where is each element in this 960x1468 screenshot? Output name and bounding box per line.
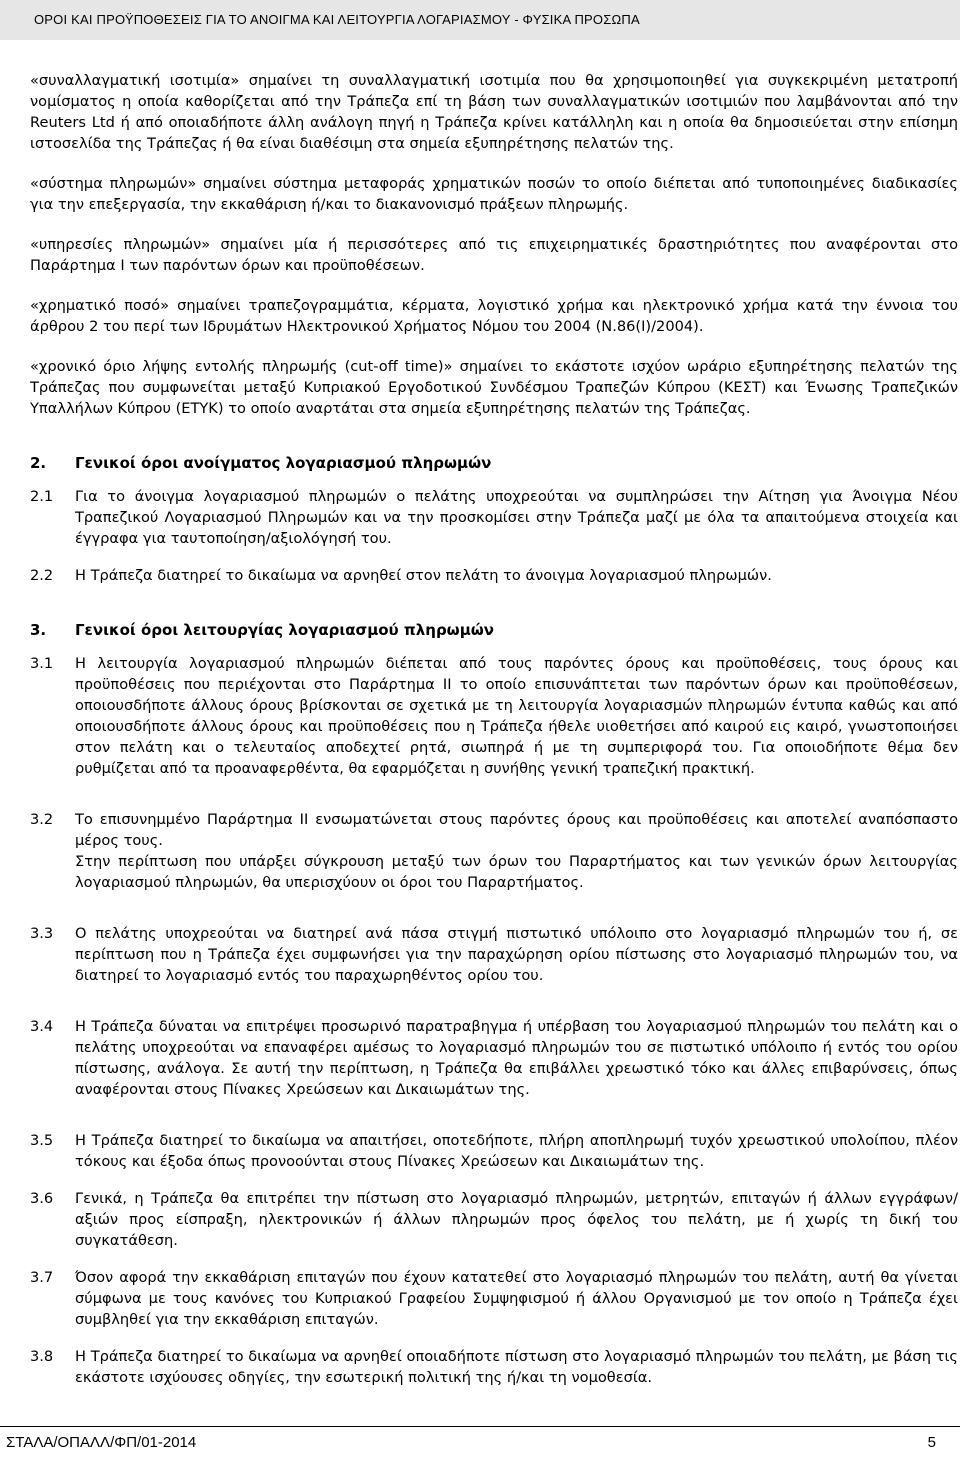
clause-3-3 bbox=[30, 923, 958, 986]
clause-text: Γενικά, η Τράπεζα θα επιτρέπει την πίστωση στο λογαριασμό πληρωμών, μετρητών, επιταγών ή άλλων εγγράφων/αξιών προς είσπραξη, ηλεκτρονικών ή άλλων πληρωμών προς όφελος του πελάτη, με ή χωρίς τη δική του συγκατάθεση. bbox=[75, 1190, 958, 1249]
document-code: ΣΤΑΛΑ/ΟΠΑΛΛ/ΦΠ/01-2014 bbox=[6, 1434, 197, 1451]
clause-2-2 bbox=[30, 565, 958, 586]
section-number: 3. bbox=[30, 621, 47, 639]
section-2-title bbox=[30, 453, 958, 474]
clause-text: Η Τράπεζα διατηρεί το δικαίωμα να αρνηθεί στον πελάτη το άνοιγμα λογαριασμού πληρωμών. bbox=[75, 567, 772, 584]
clause-number: 3.8 bbox=[30, 1348, 54, 1365]
clause-number: 3.1 bbox=[30, 655, 54, 672]
page-footer bbox=[0, 1426, 960, 1466]
document-body bbox=[30, 70, 958, 1404]
clause-2-1 bbox=[30, 486, 958, 549]
clause-text: Το επισυνημμένο Παράρτημα ΙΙ ενσωματώνεται στους παρόντες όρους και προϋποθέσεις και αποτελεί αναπόσπαστο μέρος τους. bbox=[75, 811, 958, 849]
clause-number: 3.2 bbox=[30, 811, 54, 828]
clause-text: Η Τράπεζα δύναται να επιτρέψει προσωρινό παρατραβηγμα ή υπέρβαση του λογαριασμού πληρωμών του πελάτη και ο πελάτης υποχρεούται να επαναφέρει αμέσως το λογαριασμό πληρωμών του σε πιστωτικό υπόλοιπο ή εντός του ορίου πίστωσης, ανάλογα. Σε αυτή την περίπτωση, η Τράπεζα θα επιβάλλει χρεωστικό τόκο και άλλες επιβαρύνσεις, όπως αναφέρονται στους Πίνακες Χρεώσεων και Δικαιωμάτων της. bbox=[75, 1018, 958, 1098]
clause-number: 3.4 bbox=[30, 1018, 54, 1035]
section-3-title bbox=[30, 620, 958, 641]
clause-text: Ο πελάτης υποχρεούται να διατηρεί ανά πάσα στιγμή πιστωτικό υπόλοιπο στο λογαριασμό πληρωμών του ή, σε περίπτωση που η Τράπεζα έχει συμφωνήσει για την παραχώρηση ορίου πίστωσης στο λογαριασμό πληρωμών του, να διατηρεί το λογαριασμό εντός του παραχωρηθέντος ορίου του. bbox=[75, 925, 958, 984]
definition-payment-system: «σύστημα πληρωμών» σημαίνει σύστημα μεταφοράς χρηματικών ποσών το οποίο διέπεται από τυποποιημένες διαδικασίες για την επεξεργασία, την εκκαθάριση ή/και το διακανονισμό πράξεων πληρωμής. bbox=[30, 175, 958, 213]
clause-3-6 bbox=[30, 1188, 958, 1251]
clause-text: Όσον αφορά την εκκαθάριση επιταγών που έχουν κατατεθεί στο λογαριασμό πληρωμών του πελάτη, αυτή θα γίνεται σύμφωνα με τους κανόνες του Κυπριακού Γραφείου Συμψηφισμού ή άλλου Οργανισμού με τον οποίο η Τράπεζα έχει συμβληθεί για την εκκαθάριση επιταγών. bbox=[75, 1269, 958, 1328]
clause-3-2 bbox=[30, 809, 958, 893]
clause-number: 3.5 bbox=[30, 1132, 54, 1149]
clause-number: 3.6 bbox=[30, 1190, 54, 1207]
clause-number: 3.3 bbox=[30, 925, 54, 942]
page-header bbox=[0, 0, 960, 40]
clause-text: Η Τράπεζα διατηρεί το δικαίωμα να αρνηθεί οποιαδήποτε πίστωση στο λογαριασμό πληρωμών του πελάτη, με βάση τις εκάστοτε ισχύουσες οδηγίες, την εσωτερική πολιτική της ή/και τη νομοθεσία. bbox=[75, 1348, 958, 1386]
definition-payment-services: «υπηρεσίες πληρωμών» σημαίνει μία ή περισσότερες από τις επιχειρηματικές δραστηριότητες που αναφέρονται στο Παράρτημα Ι των παρόντων όρων και προϋποθέσεων. bbox=[30, 236, 958, 274]
section-heading: Γενικοί όροι ανοίγματος λογαριασμού πληρωμών bbox=[75, 454, 492, 472]
definition-cut-off-time: «χρονικό όριο λήψης εντολής πληρωμής (cut-off time)» σημαίνει το εκάστοτε ισχύον ωράριο εξυπηρέτησης πελατών της Τράπεζας που συμφωνείται μεταξύ Κυπριακού Εργοδοτικού Συνδέσμου Τραπεζών Κύπρου (ΚΕΣΤ) και Ένωσης Τραπεζικών Υπαλλήλων Κύπρου (ΕΤΥΚ) το οποίο αναρτάται στα σημεία εξυπηρέτησης πελατών της Τράπεζας. bbox=[30, 358, 958, 417]
clause-3-4 bbox=[30, 1016, 958, 1100]
clause-text: Η Τράπεζα διατηρεί το δικαίωμα να απαιτήσει, οποτεδήποτε, πλήρη αποπληρωμή τυχόν χρεωστικού υπολοίπου, πλέον τόκους και έξοδα όπως προνοούνται στους Πίνακες Χρεώσεων και Δικαιωμάτων της. bbox=[75, 1132, 958, 1170]
clause-number: 2.1 bbox=[30, 488, 54, 505]
clause-3-8 bbox=[30, 1346, 958, 1388]
header-title: ΟΡΟΙ ΚΑΙ ΠΡΟΫΠΟΘΕΣΕΙΣ ΓΙΑ ΤΟ ΑΝΟΙΓΜΑ ΚΑΙ ΛΕΙΤΟΥΡΓΙΑ ΛΟΓΑΡΙΑΣΜΟΥ - ΦΥΣΙΚΑ ΠΡΟΣΩΠΑ bbox=[34, 12, 640, 27]
clause-text-continued: Στην περίπτωση που υπάρξει σύγκρουση μεταξύ των όρων του Παραρτήματος και των γενικών όρων λειτουργίας λογαριασμού πληρωμών, θα υπερισχύουν οι όροι του Παραρτήματος. bbox=[75, 853, 958, 891]
clause-text: Για το άνοιγμα λογαριασμού πληρωμών ο πελάτης υποχρεούται να συμπληρώσει την Αίτηση για Άνοιγμα Νέου Τραπεζικού Λογαριασμού Πληρωμών και να την προσκομίσει στην Τράπεζα μαζί με όλα τα απαιτούμενα στοιχεία και έγγραφα για ταυτοποίηση/αξιολόγησή του. bbox=[75, 488, 958, 547]
clause-number: 3.7 bbox=[30, 1269, 54, 1286]
definition-funds: «χρηματικό ποσό» σημαίνει τραπεζογραμμάτια, κέρματα, λογιστικό χρήμα και ηλεκτρονικό χρήμα κατά την έννοια του άρθρου 2 του περί των Ιδρυμάτων Ηλεκτρονικού Χρήματος Νόμου του 2004 (Ν.86(Ι)/2004). bbox=[30, 297, 958, 335]
definition-exchange-rate: «συναλλαγματική ισοτιμία» σημαίνει τη συναλλαγματική ισοτιμία που θα χρησιμοποιηθεί για συγκεκριμένη μετατροπή νομίσματος η οποία καθορίζεται από την Τράπεζα επί τη βάση των συναλλαγματικών ισοτιμιών που λαμβάνονται από την Reuters Ltd ή από οποιαδήποτε άλλη ανάλογη πηγή η Τράπεζα κρίνει κατάλληλη και η οποία θα δημοσιεύεται στην επίσημη ιστοσελίδα της Τράπεζας ή θα είναι διαθέσιμη στα σημεία εξυπηρέτησης πελατών της. bbox=[30, 72, 958, 152]
section-number: 2. bbox=[30, 454, 47, 472]
clause-3-7 bbox=[30, 1267, 958, 1330]
clause-3-5 bbox=[30, 1130, 958, 1172]
page-number: 5 bbox=[927, 1434, 936, 1451]
clause-3-1 bbox=[30, 653, 958, 779]
clause-text: Η λειτουργία λογαριασμού πληρωμών διέπεται από τους παρόντες όρους και προϋποθέσεις, τους όρους και προϋποθέσεις που περιέχονται στο Παράρτημα ΙΙ το οποίο επισυνάπτεται των παρόντων όρων και προϋποθέσεων, οποιουσδήποτε άλλους όρους βρίσκονται σε σχετικά με τη λειτουργία λογαριασμών πληρωμών έντυπα καθώς και από οποιουσδήποτε άλλους όρους και προϋποθέσεις που η Τράπεζα ήθελε υιοθετήσει από καιρού εις καιρό, γνωστοποιήσει στον πελάτη και ο τελευταίος αποδεχτεί ρητά, σιωπηρά ή με τη συμπεριφορά του. Για οποιοδήποτε θέμα δεν ρυθμίζεται από τα προαναφερθέντα, θα εφαρμόζεται η συνήθης γενική τραπεζική πρακτική. bbox=[75, 655, 958, 777]
clause-number: 2.2 bbox=[30, 567, 54, 584]
section-heading: Γενικοί όροι λειτουργίας λογαριασμού πληρωμών bbox=[75, 621, 495, 639]
